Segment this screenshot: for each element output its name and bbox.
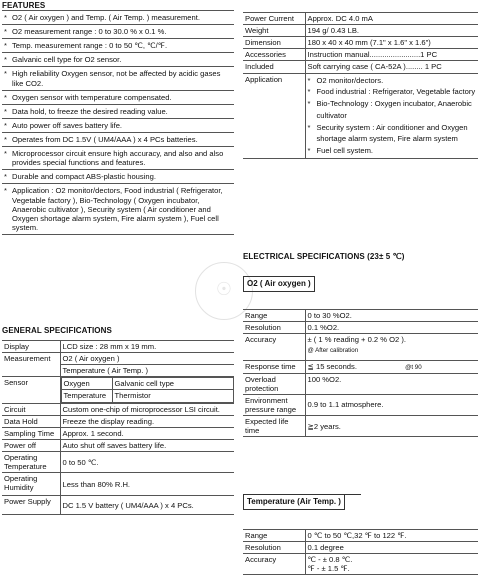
table-row	[2, 496, 234, 515]
feature-item: * Auto power off saves battery life.	[2, 119, 234, 133]
spec-value: 0 to 50 ℃.	[60, 451, 234, 472]
table-row	[2, 427, 234, 439]
feature-item: * Temp. measurement range : 0 to 50 ℃, ℃/℉.	[2, 39, 234, 53]
spec-value: Freeze the display reading.	[60, 415, 234, 427]
spec-key: Resolution	[243, 322, 305, 334]
feature-item: * High reliability Oxygen sensor, not be affected by acidic gases like CO2.	[2, 67, 234, 90]
spec-value: 0 to 30 %O2.	[305, 310, 478, 322]
spec-key: Operating Temperature	[2, 451, 60, 472]
electrical-specs-heading: ELECTRICAL SPECIFICATIONS (23± 5 ℃)	[243, 252, 405, 261]
spec-value: 0.9 to 1.1 atmosphere.	[305, 394, 478, 415]
table-row	[243, 49, 478, 61]
spec-key: Data Hold	[2, 415, 60, 427]
spec-value: Custom one-chip of microprocessor LSI circuit.	[60, 403, 234, 415]
spec-value: Soft carrying case ( CA-52A )........ 1 PC	[305, 61, 478, 73]
feature-item: * Durable and compact ABS-plastic housing.	[2, 170, 234, 184]
table-row	[243, 373, 478, 394]
spec-key: Circuit	[2, 403, 60, 415]
feature-item: * O2 ( Air oxygen ) and Temp. ( Air Temp. ) measurement.	[2, 11, 234, 25]
table-row	[2, 473, 234, 496]
spec-key: Accuracy	[243, 334, 305, 361]
table-row	[243, 25, 478, 37]
spec-key: Sensor	[2, 377, 60, 403]
table-row	[2, 341, 234, 353]
table-row	[243, 361, 478, 373]
spec-key: Power off	[2, 439, 60, 451]
spec-note: @t 90	[405, 364, 422, 372]
spec-key: Range	[243, 530, 305, 542]
table-row	[2, 353, 234, 377]
spec-value: Instruction manual........................1 PC	[305, 49, 478, 61]
spec-value: 180 x 40 x 40 mm (7.1" x 1.6" x 1.6")	[305, 37, 478, 49]
spec-key: Accuracy	[243, 554, 305, 575]
spec-key: Response time	[243, 361, 305, 373]
table-row	[243, 334, 478, 361]
temperature-section-heading: Temperature (Air Temp. )	[243, 495, 345, 510]
application-item: * Security system : Air conditioner and Oxygen shortage alarm system, Fire alarm system	[308, 122, 477, 146]
table-row	[243, 530, 478, 542]
o2-specs-table	[243, 309, 478, 437]
table-row	[2, 415, 234, 427]
spec-value: ℉ - ± 1.5 ℉.	[307, 564, 350, 574]
table-row	[243, 61, 478, 73]
spec-value: Auto shut off saves battery life.	[60, 439, 234, 451]
spec-key: Measurement	[2, 353, 60, 377]
spec-key: Environment pressure range	[243, 394, 305, 415]
feature-item: * Oxygen sensor with temperature compensated.	[2, 91, 234, 105]
table-row	[243, 310, 478, 322]
table-row	[243, 322, 478, 334]
spec-key: Included	[243, 61, 305, 73]
feature-item: * Data hold, to freeze the desired reading value.	[2, 105, 234, 119]
table-row	[2, 451, 234, 472]
spec-key: Range	[243, 310, 305, 322]
watermark-logo: ☉	[195, 262, 253, 320]
spec-key: Operating Humidity	[2, 473, 60, 496]
sensor-name: Temperature	[61, 390, 112, 402]
spec-key: Accessories	[243, 49, 305, 61]
spec-value: Approx. 1 second.	[60, 427, 234, 439]
spec-value: 194 g/ 0.43 LB.	[305, 25, 478, 37]
spec-value: 0 ℃ to 50 ℃,32 ℉ to 122 ℉.	[305, 530, 478, 542]
spec-value: 0.1 degree	[305, 542, 478, 554]
table-row	[2, 377, 234, 403]
spec-key: Power Supply	[2, 496, 60, 515]
feature-item: * Operates from DC 1.5V ( UM4/AAA ) x 4 PCs batteries.	[2, 133, 234, 147]
spec-key: Weight	[243, 25, 305, 37]
feature-item: * Microprocessor circuit ensure high accuracy, and also and also provides special functions and features.	[2, 147, 234, 170]
table-row	[243, 37, 478, 49]
table-row	[243, 394, 478, 415]
spec-value: Temperature ( Air Temp. )	[62, 366, 149, 376]
product-specs-table	[243, 12, 478, 159]
spec-value: ± ( 1 % reading + 0.2 % O2 ).	[307, 335, 407, 345]
spec-key: Sampling Time	[2, 427, 60, 439]
spec-value: 100 %O2.	[305, 373, 478, 394]
feature-item: * O2 measurement range : 0 to 30.0 % x 0.1 %.	[2, 25, 234, 39]
spec-value: DC 1.5 V battery ( UM4/AAA ) x 4 PCs.	[60, 496, 234, 515]
application-item: * Food industrial : Refrigerator, Vegetable factory	[308, 86, 477, 98]
application-item: * Bio-Technology : Oxygen incubator, Anaerobic cultivator	[308, 98, 477, 122]
spec-key: Dimension	[243, 37, 305, 49]
o2-section-heading: O2 ( Air oxygen )	[243, 277, 315, 292]
spec-value: Approx. DC 4.0 mA	[305, 13, 478, 25]
spec-value: ≧2 years.	[305, 416, 478, 437]
application-item: * O2 monitor/dectors.	[308, 75, 477, 87]
table-row	[243, 73, 478, 158]
table-row	[2, 403, 234, 415]
spec-value: LCD size : 28 mm x 19 mm.	[60, 341, 234, 353]
table-row	[243, 542, 478, 554]
spec-key: Power Current	[243, 13, 305, 25]
spec-key: Application	[243, 73, 305, 158]
temperature-specs-table	[243, 529, 478, 575]
spec-value: Less than 80% R.H.	[60, 473, 234, 496]
table-row	[243, 554, 478, 575]
sensor-type: Thermistor	[112, 390, 234, 402]
sensor-name: Oxygen	[61, 378, 112, 390]
spec-key: Resolution	[243, 542, 305, 554]
feature-item: * Galvanic cell type for O2 sensor.	[2, 53, 234, 67]
spec-value: 0.1 %O2.	[305, 322, 478, 334]
features-heading: FEATURES	[2, 1, 46, 10]
table-row	[243, 13, 478, 25]
spec-value: ℃ - ± 0.8 ℃.	[307, 555, 353, 565]
spec-key: Display	[2, 341, 60, 353]
table-row	[2, 439, 234, 451]
feature-item: * Application : O2 monitor/dectors, Food industrial ( Refrigerator, Vegetable factory ), Bio-Technology ( Oxygen incubator, Anaerobic cultivator ), Security system ( Air conditioner and Oxygen shortage alarm system, Fire alarm system ), Fuel cell system.	[2, 184, 234, 235]
general-specs-table	[2, 340, 234, 515]
spec-value: O2 ( Air oxygen )	[61, 353, 235, 365]
table-row	[243, 416, 478, 437]
general-specs-heading: GENERAL SPECIFICATIONS	[2, 326, 112, 335]
application-item: * Fuel cell system.	[308, 145, 477, 157]
spec-value: ≦ 15 seconds.	[307, 362, 357, 372]
features-list	[2, 10, 234, 235]
spec-key: Expected life time	[243, 416, 305, 437]
sensor-type: Galvanic cell type	[112, 378, 234, 390]
spec-key: Overload protection	[243, 373, 305, 394]
spec-note: @ After calibration	[307, 347, 359, 355]
